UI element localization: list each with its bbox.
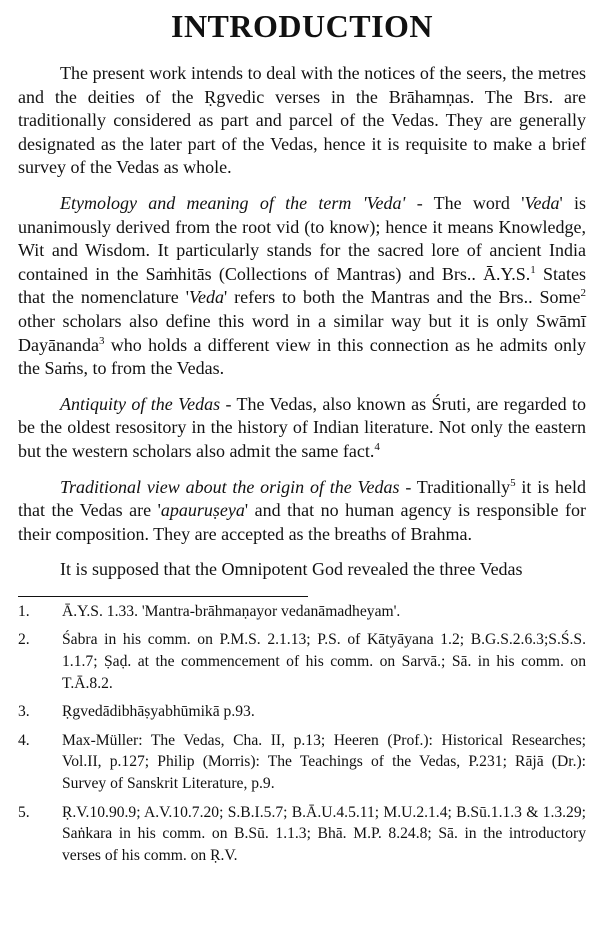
footnote-ref: 2 bbox=[580, 287, 586, 300]
footnote-text: Ā.Y.S. 1.33. 'Mantra-brāhmaṇayor vedanāmadheyam'. bbox=[62, 602, 401, 620]
text-run: ' and that no human agency is responsible for their composition. They are accepted as the breaths of Brahma. bbox=[18, 500, 586, 544]
footnote-text: Ṛgvedādibhāṣyabhūmikā p.93. bbox=[62, 703, 255, 721]
text-run: who holds a different view in this connection as he admits only the Saṁs, to from the Vedas. bbox=[18, 334, 586, 379]
footnote-ref: 3 bbox=[98, 334, 105, 347]
footnote-number: 4. bbox=[18, 731, 30, 749]
section-lead: Antiquity of the Vedas bbox=[60, 393, 221, 414]
page-title: INTRODUCTION bbox=[170, 8, 434, 44]
footnote-divider bbox=[18, 596, 308, 597]
footnote-ref: 5 bbox=[510, 476, 516, 489]
section-lead: Traditional view about the origin of the Vedas bbox=[60, 476, 400, 497]
footnote-item bbox=[18, 629, 586, 694]
paragraph-origin bbox=[18, 476, 586, 547]
paragraph-antiquity bbox=[18, 393, 586, 464]
text-run: it is held that the Vedas are ' bbox=[18, 476, 586, 521]
footnote-number: 3. bbox=[18, 703, 30, 721]
paragraph-revelation: It is supposed that the Omnipotent God revealed the three Vedas bbox=[60, 559, 523, 580]
footnote-text: Śabra in his comm. on P.M.S. 2.1.13; P.S. of Kātyāyana 1.2; B.G.S.2.6.3;S.Ś.S. 1.1.7; Ṣaḍ. at the commencement of his comm. on Sarvā.; Sā. in his comm. on T.Ā.8.2. bbox=[62, 631, 586, 692]
italic-term: Veda bbox=[188, 287, 224, 308]
footnotes bbox=[18, 601, 586, 867]
footnote-text: Ṛ.V.10.90.9; A.V.10.7.20; S.B.I.5.7; B.Ā.U.4.5.11; M.U.2.1.4; B.Sū.1.1.3 & 1.3.29; Saṅkara in his comm. on B.Sū. 1.1.3; Bhā. M.P. 8.24.8; Sā. in the introductory verses of his comm. on Ṛ.V. bbox=[62, 803, 586, 864]
italic-term: apauruṣeya bbox=[160, 500, 245, 521]
footnote-ref: 4 bbox=[374, 440, 380, 453]
document-page bbox=[0, 6, 600, 937]
text-run: other scholars also define this word in a similar way but it is only Swāmī Dayānanda bbox=[18, 310, 586, 355]
footnote-item bbox=[18, 601, 586, 623]
text-run: ' is unanimously derived from the root vid (to know); hence it means Knowledge, Wit and Wisdom. It particularly stands for the sacred lore of ancient India contained in the Saṁhitās (Collections of Mantras) and Brs.. Ā.Y.S. bbox=[18, 192, 587, 284]
paragraph-etymology bbox=[18, 192, 586, 381]
footnote-item bbox=[18, 730, 586, 795]
text-run: ' refers to both the Mantras and the Brs.. Some bbox=[223, 287, 581, 308]
text-run: - The Vedas, also known as Śruti, are regarded to be the oldest resository in the history of Indian literature. Not only the eastern but the western scholars also admit the same fact. bbox=[18, 393, 586, 461]
text-run: - Traditionally bbox=[399, 476, 511, 497]
footnote-item bbox=[18, 701, 586, 723]
footnote-item bbox=[18, 802, 586, 867]
text-run: - The word ' bbox=[405, 192, 525, 213]
footnote-number: 1. bbox=[18, 602, 30, 620]
footnote-text: Max-Müller: The Vedas, Cha. II, p.13; Heeren (Prof.): Historical Researches; Vol.II, p.127; Philip (Morris): The Teachings of the Vedas, P.231; Rājā (Dr.): Survey of Sanskrit Literature, p.9. bbox=[62, 731, 586, 793]
paragraph-intro: The present work intends to deal with the notices of the seers, the metres and the deities of the Ṛgvedic verses in the Brāhamṇas. The Brs. are traditionally considered as part and parcel of the Vedas. They are generally designated as the later part of the Vedas, hence it is requisite to make a brief survey of the Vedas as whole. bbox=[18, 63, 586, 178]
italic-term: Veda bbox=[524, 192, 560, 213]
text-run: States that the nomenclature ' bbox=[18, 263, 587, 308]
footnote-number: 5. bbox=[18, 803, 30, 821]
section-lead: Etymology and meaning of the term 'Veda' bbox=[60, 192, 406, 213]
footnote-ref: 1 bbox=[530, 263, 536, 276]
footnote-number: 2. bbox=[18, 631, 30, 649]
